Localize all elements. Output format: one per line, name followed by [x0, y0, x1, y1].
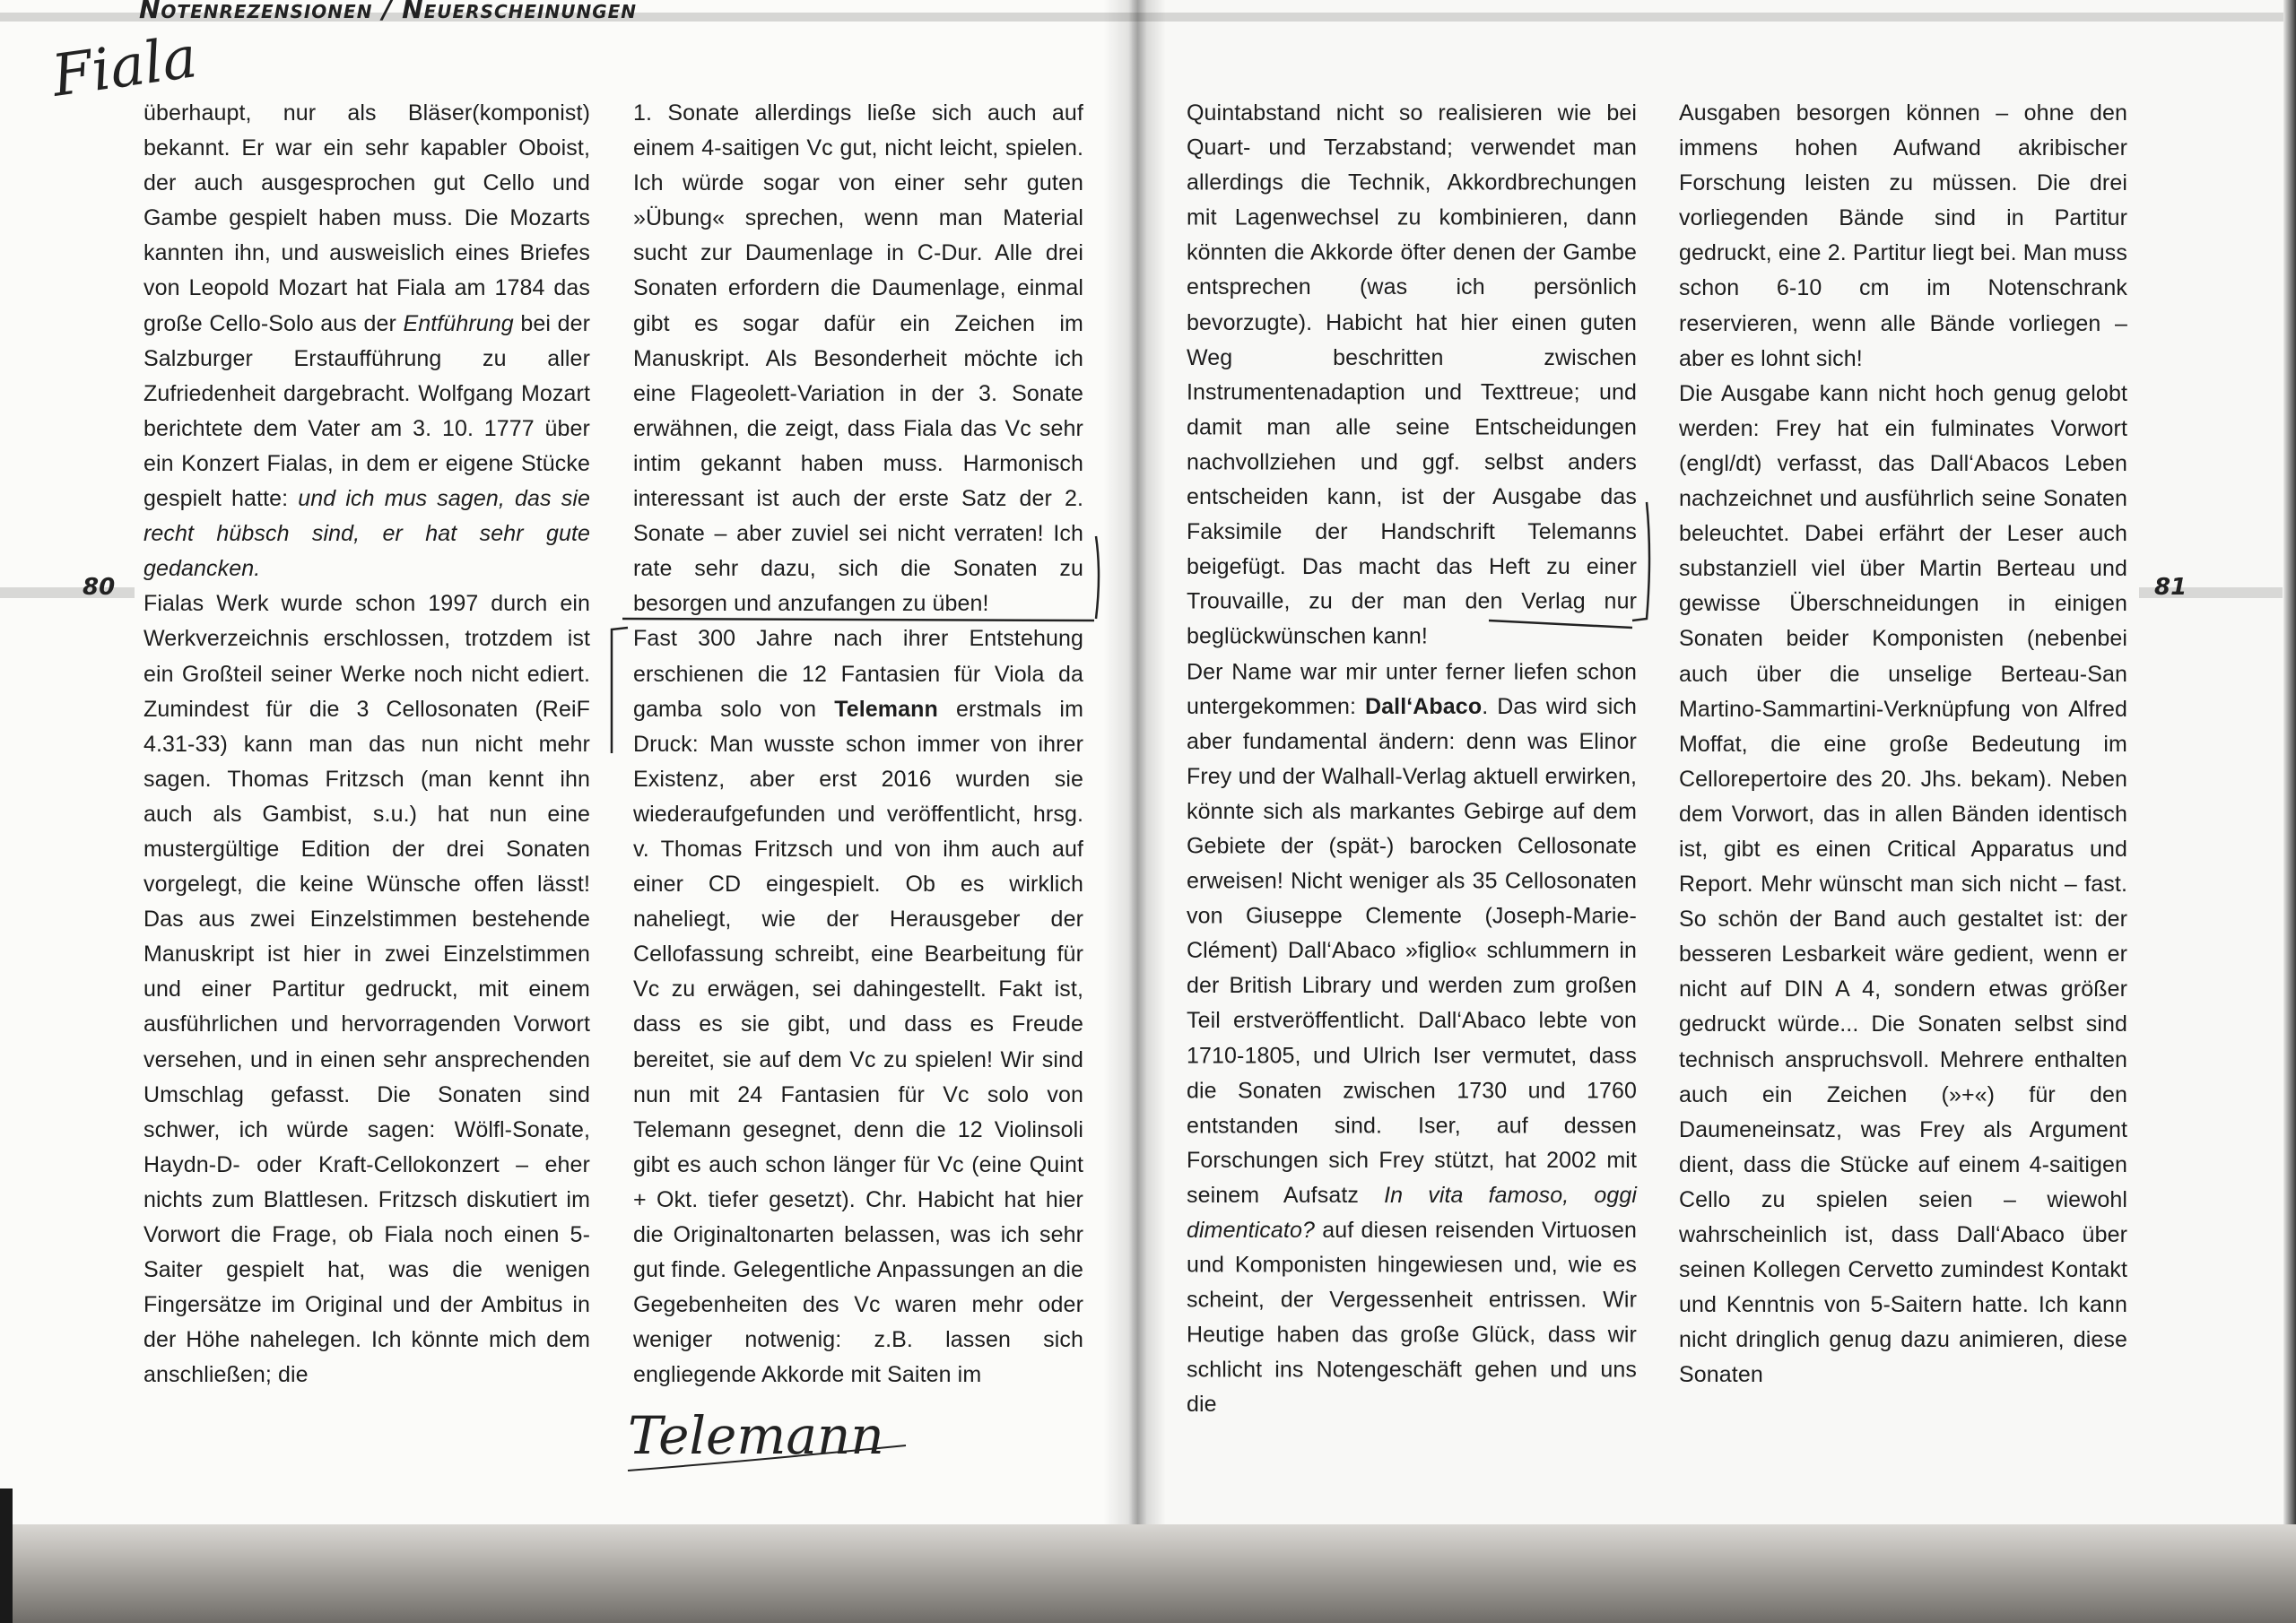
page-bottom-edge: [0, 1524, 2296, 1623]
paragraph: 1. Sonate allerdings ließe sich auch auf einem 4-saitigen Vc gut, nicht leicht, spielen. Ich würde sogar von einer sehr guten »Übung« sprechen, wenn man Material sucht zur Daumenlage in C-Dur. Alle drei Sonaten erfordern die Daumenlage, einmal gibt es sogar dafür ein Zeichen im Manuskript. Als Besonderheit möchte ich eine Flageolett-Variation in der 3. Sonate erwähnen, die zeigt, dass Fiala das Vc sehr intim gekannt haben muss. Harmonisch interessant ist auch der erste Satz der 2. Sonate – aber zuviel sei nicht verraten! Ich rate sehr dazu, sich die Sonaten zu besorgen und anzufangen zu üben!: [633, 100, 1083, 617]
paragraph: Der Name war mir unter ferner liefen schon untergekommen: Dall‘Abaco. Das wird sich aber fundamental ändern: denn was Elinor Frey und der Walhall-Verlag aktuell erwirken, könnte sich als markantes Gebirge auf dem Gebiete der (spät-) barocken Cellosonate erweisen! Nicht weniger als 35 Cellosonaten von Giuseppe Clemente (Joseph-Marie-Clément) Dall‘Abaco »figlio« schlummern in der British Library und werden zum großen Teil erstveröffentlicht. Dall‘Abaco lebte von 1710-1805, und Ulrich Iser vermutet, dass die Sonaten zwischen 1730 und 1760 entstanden sind. Iser, auf dessen Forschungen sich Frey stützt, hat 2002 mit seinem Aufsatz In vita famoso, oggi dimenticato? auf diesen reisenden Virtuosen und Komponisten hingewiesen und, wie es scheint, der Vergessenheit entrissen. Wir Heutige haben das große Glück, dass wir schlicht ins Notengeschäft gehen und uns die: [1187, 658, 1638, 1418]
paragraph: Fialas Werk wurde schon 1997 durch ein Werkverzeichnis erschlossen, trotzdem ist ein Großteil seiner Werke noch nicht ediert. Zumindest für die 3 Cellosonaten (ReiF 4.31-33) kann man das nun nicht mehr sagen. Thomas Fritzsch (man kennt ihn auch als Gambist, s.u.) hat nun eine mustergültige Edition der drei Sonaten vorgelegt, die keine Wünsche offen lässt! Das aus zwei Einzelstimmen bestehende Manuskript ist hier in zwei Einzelstimmen und einer Partitur gedruckt, mit einem ausführlichen und hervorragenden Vorwort versehen, und in einen sehr ansprechenden Umschlag gefasst. Die Sonaten sind schwer, ich würde sagen: Wölfl-Sonate, Haydn-D- oder Kraft-Cellokonzert – eher nichts zum Blattlesen. Fritzsch diskutiert im Vorwort die Frage, ob Fiala noch einen 5-Saiter gespielt hat, was die wenigen Fingersätze im Original und der Ambitus in der Höhe nahelegen. Ich könnte mich dem anschließen; die: [144, 591, 590, 1388]
column-3: [1187, 96, 1637, 1423]
left-page: [0, 0, 1132, 1524]
paragraph: überhaupt, nur als Bläser(komponist) bekannt. Er war ein sehr kapabler Oboist, der auch ausgesprochen gut Cello und Gambe gespielt haben muss. Die Mozarts kannten ihn, und ausweislich eines Briefes von Leopold Mozart hat Fiala am 1784 das große Cello-Solo aus der Entführung bei der Salzburger Erstaufführung zu aller Zufriedenheit dargebracht. Wolfgang Mozart berichtete dem Vater am 3. 10. 1777 über ein Konzert Fialas, in dem er eigene Stücke gespielt hatte: und ich mus sagen, das sie recht hübsch sind, er hat sehr gute gedancken.: [144, 100, 591, 582]
column-2: [633, 96, 1083, 1393]
paragraph: Quintabstand nicht so realisieren wie bei Quart- und Terzabstand; verwendet man allerdings die Technik, Akkordbrechungen mit Lagenwechsel zu kombinieren, dann könnten die Akkorde öfter denen der Gambe entsprechen (was ich persönlich bevorzugte). Habicht hat hier einen guten Weg beschritten zwischen Instrumentenadaption und Texttreue; und damit man alle seine Entscheidungen nachvollziehen und ggf. selbst anders entscheiden kann, ist der Ausgabe das Faksimile der Handschrift Telemanns beigefügt. Das macht das Heft zu einer Trouvaille, zu der man den Verlag nur beglückwünschen kann!: [1187, 100, 1637, 649]
book-gutter: [1103, 0, 1166, 1578]
header-rule-right: [1132, 13, 2289, 22]
column-1: [144, 96, 590, 1393]
composer-name: Telemann: [834, 696, 938, 722]
composer-name: Dall‘Abaco: [1364, 693, 1483, 719]
paragraph: Fast 300 Jahre nach ihrer Entstehung erschienen die 12 Fantasien für Viola da gamba solo von Telemann erstmals im Druck: Man wusste schon immer von ihrer Existenz, aber erst 2016 wurden sie wiederaufgefunden und veröffentlicht, hrsg. v. Thomas Fritzsch und von ihm auch auf einer CD eingespielt. Ob es wirklich naheliegt, wie der Herausgeber der Cellofassung schreibt, eine Bearbeitung für Vc zu erwägen, sei dahingestellt. Fakt ist, dass es sie gibt, und dass es Freude bereitet, sie auf dem Vc zu spielen! Wir sind nun mit 24 Fantasien für Vc solo von Telemann gesegnet, denn die 12 Violinsoli gibt es auch schon länger für Vc (eine Quint + Okt. tiefer gesetzt). Chr. Habicht hat hier die Originaltonarten belassen, was ich sehr gut finde. Gelegentliche Anpassungen an die Gegebenheiten des Vc waren mehr oder weniger notwenig: z.B. lassen sich engliegende Akkorde mit Saiten im: [633, 626, 1084, 1388]
italic-title: In vita famoso, oggi dimenticato?: [1187, 1183, 1637, 1243]
page-number-right: 81: [2154, 574, 2187, 601]
running-head: Notenrezensionen / Neuerscheinungen: [139, 0, 638, 24]
handwritten-note-telemann: Telemann: [628, 1405, 884, 1466]
handwritten-note-fiala: Fiala: [48, 24, 202, 110]
paragraph: Ausgaben besorgen können – ohne den immens hohen Aufwand akribischer Forschung leisten zu müssen. Die drei vorliegenden Bände sind in Partitur gedruckt, eine 2. Partitur liegt bei. Man muss schon 6-10 cm im Notenschrank reservieren, wenn alle Bände vorliegen – aber es lohnt sich!: [1679, 100, 2127, 371]
italic-quote: und ich mus sagen, das sie recht hübsch sind, er hat sehr gute gedancken.: [144, 486, 590, 582]
italic-title: Entführung: [403, 310, 514, 336]
right-page-edge: [2283, 0, 2296, 1524]
page-number-left: 80: [83, 574, 116, 601]
left-spine-edge: [0, 1488, 13, 1623]
column-4: [1679, 96, 2127, 1393]
paragraph: Die Ausgabe kann nicht hoch genug gelobt werden: Frey hat ein fulminates Vorwort (engl/dt) verfasst, das Dall‘Abacos Leben nachzeichnet und ausführlich seine Sonaten beleuchtet. Dabei erfährt der Leser auch substanziell viel über Martin Berteau und gewisse Überschneidungen in einigen Sonaten beider Komponisten (nebenbei auch über die unselige Berteau-San Martino-Sammartini-Verknüpfung von Alfred Moffat, die eine große Bedeutung im Cellorepertoire des 20. Jhs. bekam). Neben dem Vorwort, das in allen Bänden identisch ist, gibt es einen Critical Apparatus und Report. Mehr wünscht man sich nicht – fast. So schön der Band auch gestaltet ist: der besseren Lesbarkeit wäre gedient, wenn er nicht auf DIN A 4, sondern etwas größer gedruckt würde... Die Sonaten selbst sind technisch anspruchsvoll. Mehrere enthalten auch ein Zeichen (»+«) für den Daumeneinsatz, was Frey als Argument dient, dass die Stücke auf einem 4-saitigen Cello zu spielen seien – wiewohl wahrscheinlich ist, dass Dall‘Abaco über seinen Kollegen Cervetto zumindest Kontakt und Kenntnis von 5-Saitern hatte. Ich kann nicht dringlich genug dazu animieren, diese Sonaten: [1679, 380, 2127, 1388]
